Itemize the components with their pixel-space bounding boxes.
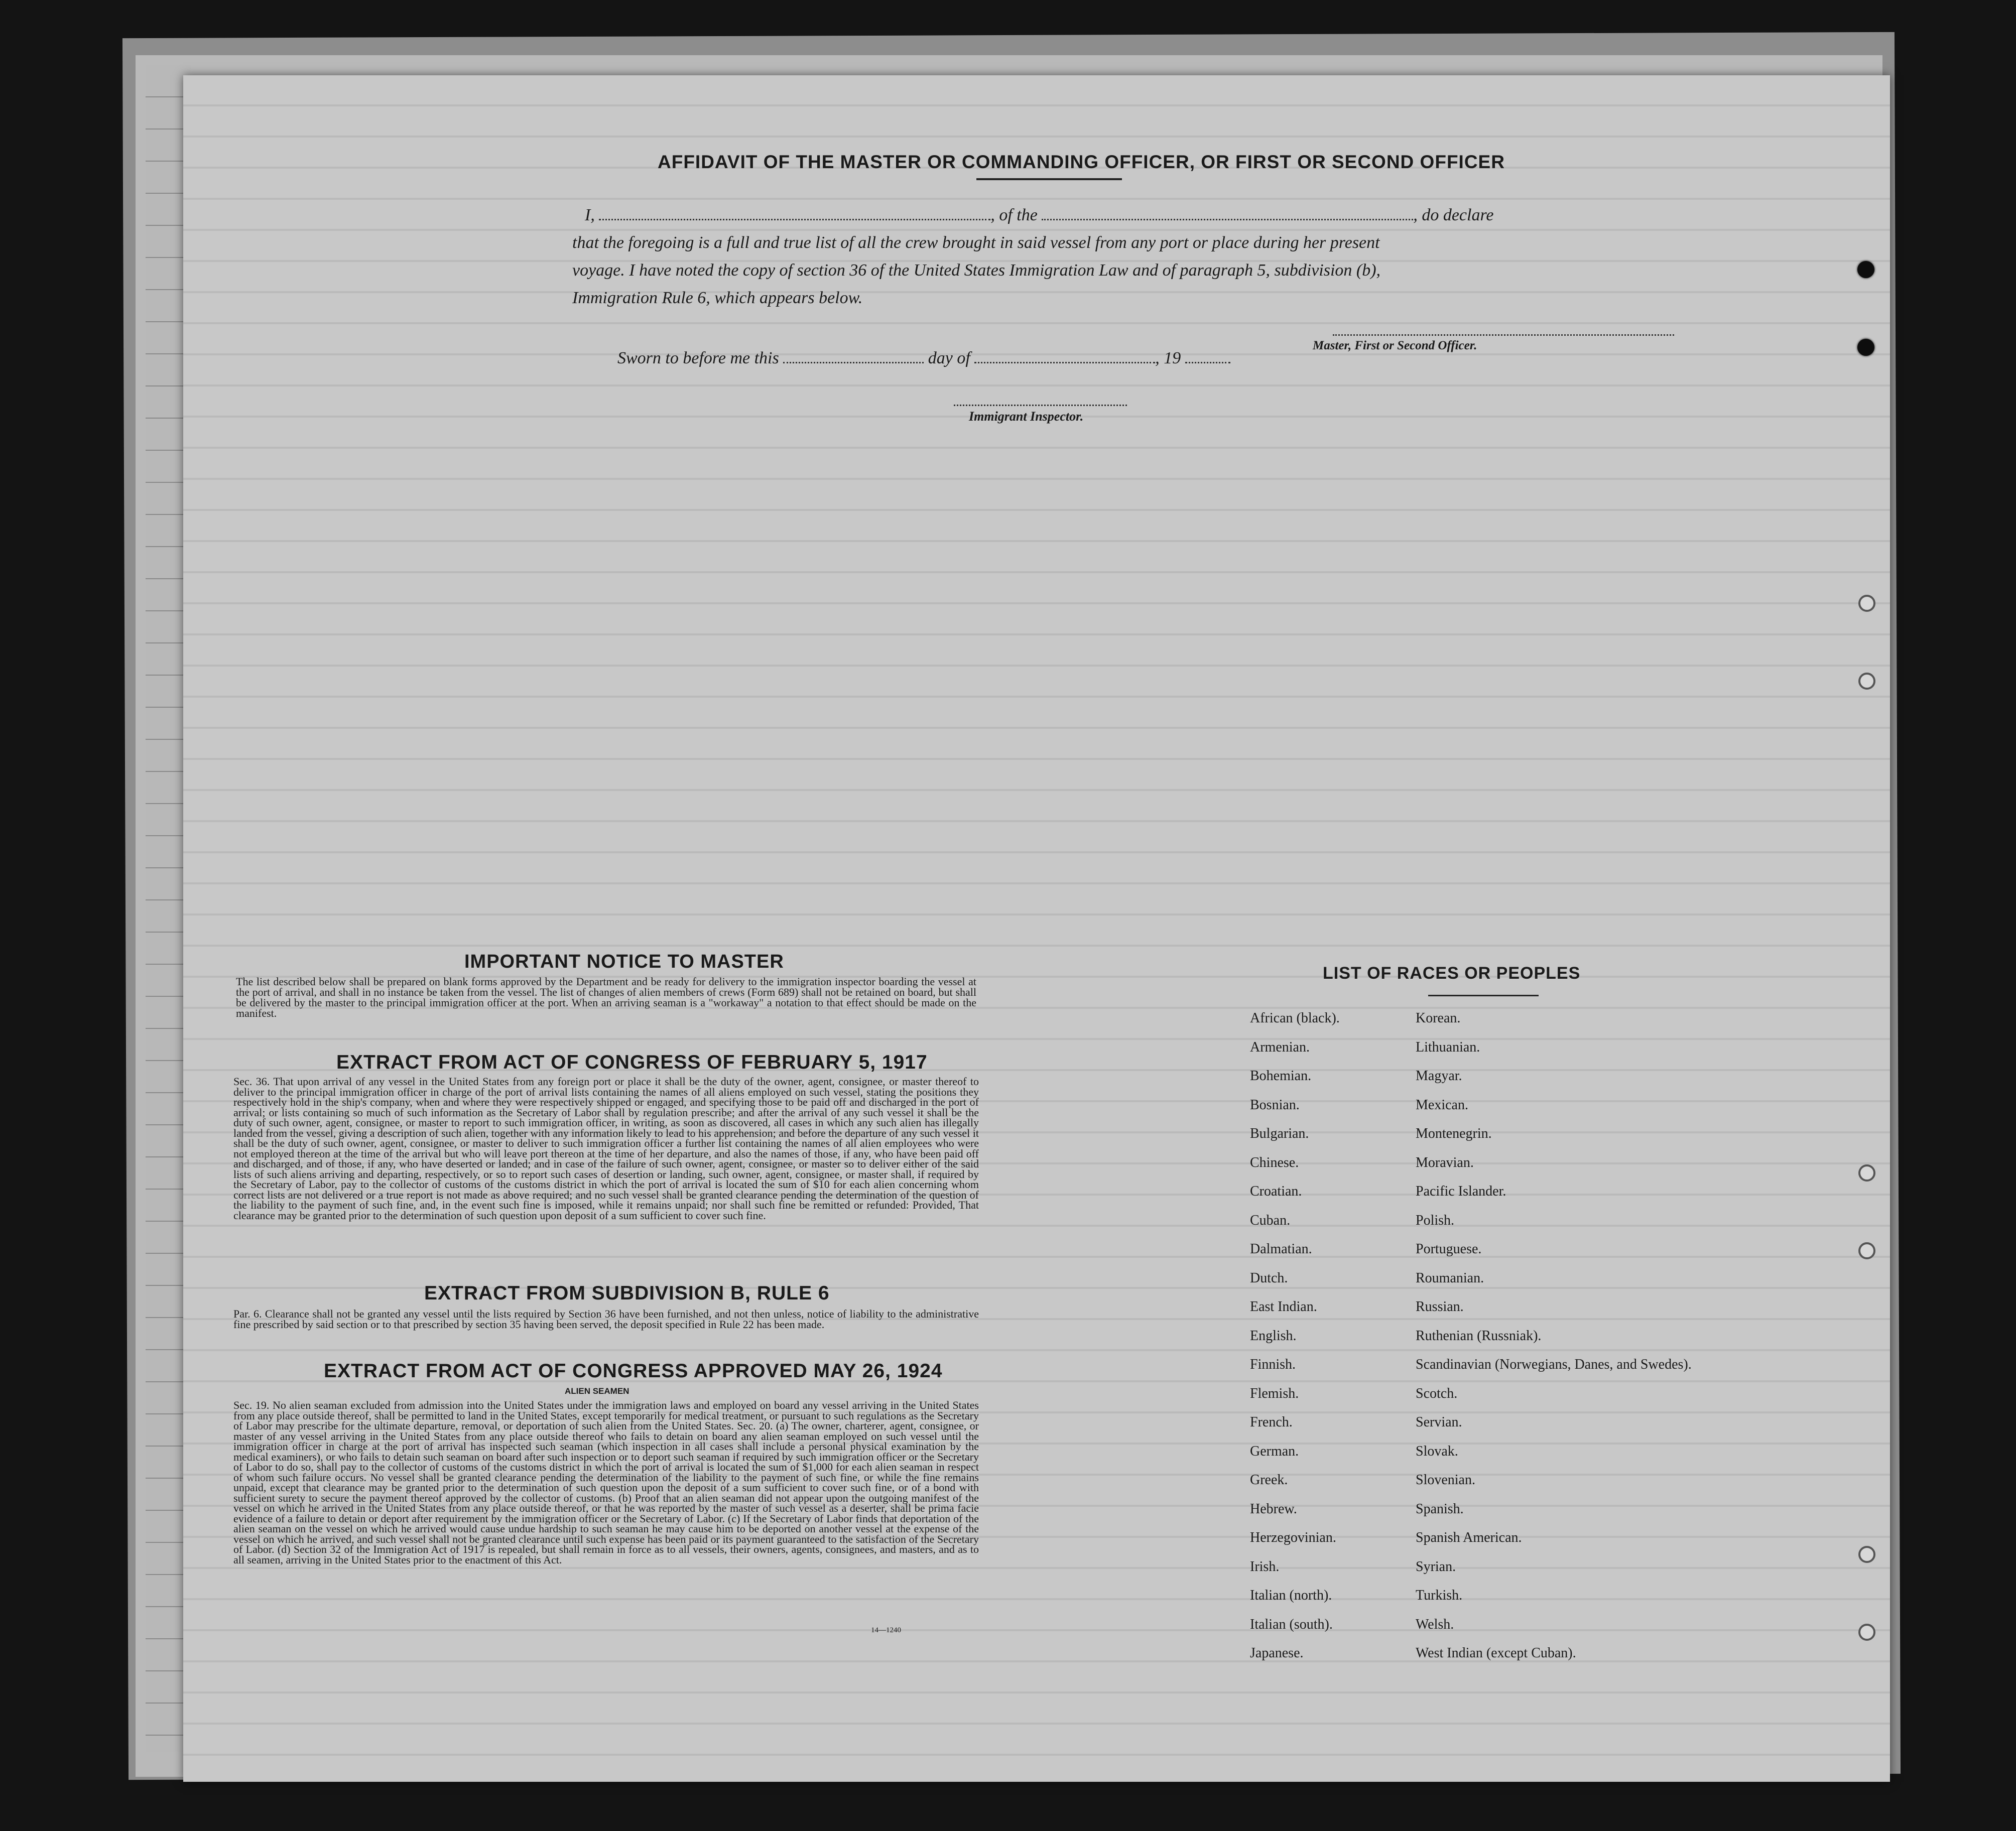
race-item: Turkish. <box>1416 1588 1463 1603</box>
race-item: Dalmatian. <box>1250 1241 1312 1257</box>
affidavit-line-1 <box>585 206 1494 225</box>
race-item: Portuguese. <box>1416 1241 1482 1257</box>
race-item: Syrian. <box>1416 1558 1456 1575</box>
day-of-label: day of <box>928 349 970 367</box>
race-item: Slovak. <box>1416 1443 1458 1459</box>
sworn-label: Sworn to before me this <box>617 349 779 367</box>
extract-rule6-body: Par. 6. Clearance shall not be granted any vessel until the lists required by Section 36 have been furnished, and not then unless, notice of liability to the administrative fine prescribed by said section or to that prescribed by section 35 having been served, the deposit specified in Rule 22 has been made. <box>233 1307 979 1331</box>
race-item: Korean. <box>1416 1010 1461 1026</box>
race-item: German. <box>1250 1443 1299 1459</box>
race-item: Bosnian. <box>1250 1097 1300 1113</box>
title-rule <box>976 178 1122 180</box>
race-item: East Indian. <box>1250 1299 1317 1315</box>
punch-hole <box>1858 1546 1875 1563</box>
extract-1917-title: EXTRACT FROM ACT OF CONGRESS OF FEBRUARY 5, 1917 <box>336 1052 928 1073</box>
race-item: Finnish. <box>1250 1357 1296 1372</box>
race-item: Scotch. <box>1416 1385 1458 1401</box>
race-item: Magyar. <box>1416 1068 1462 1084</box>
affidavit-line-3: voyage. I have noted the copy of section 36 of the United States Immigration Law and of paragraph 5, subdivision (b), <box>572 261 1381 280</box>
race-item: Cuban. <box>1250 1212 1291 1228</box>
extract-1924-subtitle: ALIEN SEAMEN <box>565 1386 629 1396</box>
extract-1924-title: EXTRACT FROM ACT OF CONGRESS APPROVED MAY 26, 1924 <box>324 1360 943 1382</box>
notice-title: IMPORTANT NOTICE TO MASTER <box>464 951 784 972</box>
month-blank <box>974 361 1155 363</box>
punch-hole <box>1858 1164 1875 1182</box>
signature-blank <box>1333 334 1674 336</box>
of-the-label: , of the <box>990 206 1038 224</box>
punch-hole <box>1858 1242 1875 1259</box>
do-declare-label: , do declare <box>1413 206 1494 224</box>
race-item: Moravian. <box>1416 1154 1474 1170</box>
race-item: Spanish American. <box>1416 1530 1522 1545</box>
manifest-page <box>183 75 1890 1782</box>
race-item: Italian (north). <box>1250 1588 1332 1603</box>
extract-1917-body: Sec. 36. That upon arrival of any vessel in the United States from any foreign port or place it shall be the duty of the owner, agent, consignee, or master thereof to deliver to the principal immigration officer in charge of the port of arrival lists containing the names of all aliens employed on such vessel, stating the positions they respectively hold in the ship's company, when and where they were respectively shipped or engaged, and specifying those to be paid off and discharged in the port of arrival; or lists containing so much of such information as the Secretary of Labor shall by regulation prescribe; and after the arrival of any such vessel it shall be the duty of such owner, agent, consignee, or master to report to such immigration officer, in writing, as soon as discovered, all cases in which any such alien has illegally landed from the vessel, giving a description of such alien, together with any information likely to lead to his apprehension; and before the departure of any such vessel it shall be the duty of such owner, agent, consignee, or master to deliver to such immigration officer a further list containing the names of all alien employees who were not employed thereon at the time of the arrival but who will leave port thereon at the time of her departure, and also the names of those, if any, who have been paid off and discharged, and of those, if any, who have deserted or landed; and in case of the failure of such owner, agent, consignee, or master so to deliver either of the said lists of such aliens arriving and departing, respectively, or so to report such cases of desertion or landing, such owner, agent, consignee, or master shall, if required by the Secretary of Labor, pay to the collector of customs of the customs district in which the port of arrival is located the sum of $10 for each alien concerning whom correct lists are not delivered or a true report is not made as above required; and no such vessel shall be granted clearance pending the determination of the question of the liability to the payment of such fine, and, in the event such fine is imposed, while it remains unpaid; nor shall such fine be remitted or refunded: Provided, That clearance may be granted prior to the determination of such question upon deposit of a sum sufficient to cover such fine. <box>233 1075 979 1222</box>
inspector-blank <box>954 404 1127 406</box>
races-left-column <box>1250 1011 1340 1675</box>
race-item: Italian (south). <box>1250 1616 1333 1632</box>
race-item: Hebrew. <box>1250 1501 1297 1517</box>
race-item: Mexican. <box>1416 1097 1468 1113</box>
extract-1924-body: Sec. 19. No alien seaman excluded from admission into the United States under the immigration laws and employed on board any vessel arriving in the United States from any place outside thereof, shall be permitted to land in the United States, except temporarily for medical treatment, or pursuant to such regulations as the Secretary of Labor may prescribe for the ultimate departure, removal, or deportation of such alien from the United States. Sec. 20. (a) The owner, charterer, agent, consignee, or master of any vessel arriving in the United States from any place outside thereof who fails to detain on board any alien seaman employed on such vessel until the immigration officer in charge at the port of arrival has inspected such seaman (which inspection in all cases shall include a personal physical examination by the medical examiners), or who fails to detain such seaman on board after such inspection or to deport such seaman if required by such immigration officer or the Secretary of Labor to do so, shall pay to the collector of customs of the customs district in which the port of arrival is located the sum of $1,000 for each alien seaman in respect of whom such failure occurs. No vessel shall be granted clearance pending the determination of the liability to the payment of such fine, or while the fine remains unpaid, except that clearance may be granted prior to the determination of such question upon the deposit of a sum sufficient to cover such fine, or of a bond with sufficient surety to secure the payment thereof approved by the collector of customs. (b) Proof that an alien seaman did not appear upon the outgoing manifest of the vessel on which he arrived in the United States from any place outside thereof, or that he was reported by the master of such vessel as a deserter, shall be prima facie evidence of a failure to detain or deport after requirement by the immigration officer or the Secretary of Labor. (c) If the Secretary of Labor finds that deportation of the alien seaman on the vessel on which he arrived would cause undue hardship to such seaman he may cause him to be deported on another vessel at the expense of the vessel on which he arrived, and such vessel shall not be granted clearance until such expense has been paid or its payment guaranteed to the satisfaction of the Secretary of Labor. (d) Section 32 of the Immigration Act of 1917 is repealed, but shall remain in force as to all vessels, their owners, agents, consignees, and masters, and as to all seamen, arriving in the United States prior to the enactment of this Act. <box>233 1399 979 1566</box>
punch-hole <box>1858 595 1875 612</box>
race-item: English. <box>1250 1328 1297 1344</box>
race-item: French. <box>1250 1414 1293 1430</box>
day-blank <box>783 361 924 363</box>
race-item: Chinese. <box>1250 1154 1299 1170</box>
race-item: Dutch. <box>1250 1270 1288 1286</box>
punch-hole <box>1857 339 1874 356</box>
race-item: Welsh. <box>1416 1616 1454 1632</box>
year-label: , 19 <box>1155 349 1181 367</box>
race-item: Pacific Islander. <box>1416 1184 1506 1199</box>
vessel-blank <box>1042 218 1413 220</box>
race-item: West Indian (except Cuban). <box>1416 1645 1576 1661</box>
races-title-rule <box>1428 995 1539 996</box>
punch-hole <box>1858 1624 1875 1641</box>
race-item: Bohemian. <box>1250 1068 1312 1084</box>
race-item: Spanish. <box>1416 1501 1464 1517</box>
signature-label: Master, First or Second Officer. <box>1313 339 1477 352</box>
race-item: Herzegovinian. <box>1250 1530 1336 1545</box>
punch-hole <box>1858 673 1875 690</box>
i-label: I, <box>585 206 595 224</box>
race-item: Lithuanian. <box>1416 1039 1480 1055</box>
race-item: Montenegrin. <box>1416 1126 1492 1141</box>
races-title: LIST OF RACES OR PEOPLES <box>1323 964 1581 983</box>
race-item: Russian. <box>1416 1299 1464 1315</box>
name-blank <box>599 218 990 220</box>
race-item: Croatian. <box>1250 1184 1302 1199</box>
race-item: Irish. <box>1250 1558 1280 1575</box>
affidavit-line-2: that the foregoing is a full and true list of all the crew brought in said vessel from any port or place during her present <box>572 233 1380 252</box>
race-item: Scandinavian (Norwegians, Danes, and Swedes). <box>1416 1357 1692 1372</box>
affidavit-title: AFFIDAVIT OF THE MASTER OR COMMANDING OFFICER, OR FIRST OR SECOND OFFICER <box>658 152 1505 172</box>
race-item: Japanese. <box>1250 1645 1304 1661</box>
inspector-label: Immigrant Inspector. <box>969 409 1084 424</box>
race-item: Slovenian. <box>1416 1472 1475 1488</box>
form-number: 14—1240 <box>871 1626 901 1634</box>
extract-rule6-title: EXTRACT FROM SUBDIVISION B, RULE 6 <box>424 1282 830 1304</box>
race-item: Ruthenian (Russniak). <box>1416 1328 1542 1344</box>
race-item: Greek. <box>1250 1472 1288 1488</box>
affidavit-line-4: Immigration Rule 6, which appears below. <box>572 289 863 307</box>
race-item: Bulgarian. <box>1250 1126 1309 1141</box>
race-item: African (black). <box>1250 1010 1340 1026</box>
race-item: Flemish. <box>1250 1385 1299 1401</box>
year-blank <box>1185 361 1230 363</box>
race-item: Roumanian. <box>1416 1270 1484 1286</box>
race-item: Armenian. <box>1250 1039 1310 1055</box>
race-item: Polish. <box>1416 1212 1455 1228</box>
races-right-column <box>1416 1011 1692 1675</box>
punch-hole <box>1857 261 1874 278</box>
race-item: Servian. <box>1416 1414 1462 1430</box>
sworn-line <box>617 349 1230 368</box>
notice-body: The list described below shall be prepared on blank forms approved by the Department and be ready for delivery to the immigration inspector boarding the vessel at the port of arrival, and shall in no instance be taken from the vessel. The list of changes of alien members of crews (Form 689) shall not be retained on board, but shall be delivered by the master to the principal immigration officer at the port. When an arriving seaman is a "workaway" a notation to that effect should be made on the manifest. <box>236 975 976 1019</box>
